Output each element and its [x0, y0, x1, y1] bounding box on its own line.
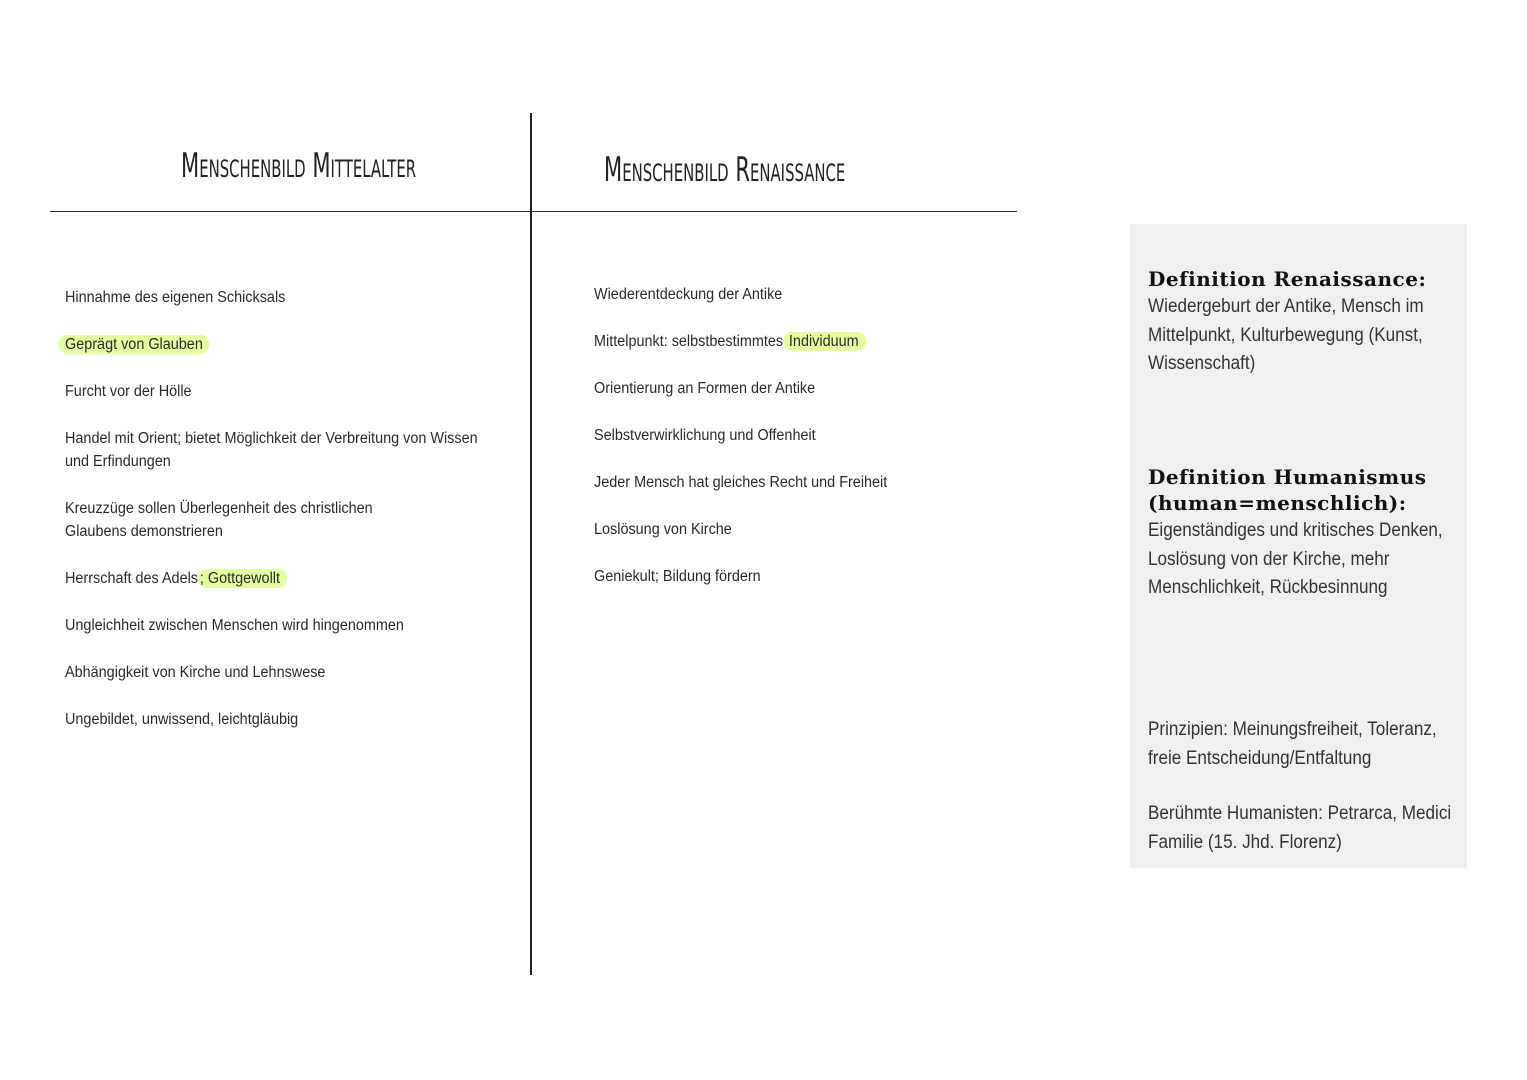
- definition-renaissance-text: Wiedergeburt der Antike, Mensch im Mittelpunkt, Kulturbewegung (Kunst, Wissenschaft): [1148, 296, 1424, 374]
- list-item: [65, 333, 515, 356]
- list-item: Ungebildet, unwissend, leichtgläubig: [65, 711, 299, 728]
- list-item: Handel mit Orient; bietet Möglichkeit der Verbreitung von Wissen und Erfindungen: [65, 430, 478, 470]
- list-item: Hinnahme des eigenen Schicksals: [65, 289, 286, 306]
- list-item: Furcht vor der Hölle: [65, 383, 192, 400]
- heading-definition-renaissance: Definition Renaissance:: [1148, 267, 1427, 291]
- definition-humanismus-text: Eigenständiges und kritisches Denken, Loslösung von der Kirche, mehr Menschlichkeit, Rückbesinnung: [1148, 520, 1443, 598]
- prinzipien-text: Prinzipien: Meinungsfreiheit, Toleranz, freie Entscheidung/Entfaltung: [1148, 719, 1437, 769]
- list-item: Kreuzzüge sollen Überlegenheit des christlichen Glaubens demonstrieren: [65, 500, 373, 540]
- highlighted-text: ; Gottgewollt: [198, 569, 287, 588]
- horizontal-divider: [50, 211, 1017, 212]
- list-item: Ungleichheit zwischen Menschen wird hingenommen: [65, 617, 404, 634]
- heading-definition-humanismus-sub: (human=menschlich):: [1148, 491, 1407, 515]
- list-mittelalter: [65, 286, 515, 755]
- title-mittelalter: Menschenbild Mittelalter: [181, 146, 417, 186]
- list-item: Loslösung von Kirche: [594, 521, 732, 538]
- list-item: Jeder Mensch hat gleiches Recht und Freiheit: [594, 474, 888, 491]
- heading-definition-humanismus: Definition Humanismus: [1148, 465, 1427, 489]
- list-item: Orientierung an Formen der Antike: [594, 380, 816, 397]
- list-item: Herrschaft des Adels ; Gottgewollt: [65, 567, 515, 590]
- title-renaissance: Menschenbild Renaissance: [604, 150, 846, 190]
- highlighted-text: Geprägt von Glauben: [58, 335, 209, 354]
- list-item: Selbstverwirklichung und Offenheit: [594, 427, 816, 444]
- humanisten-text: Berühmte Humanisten: Petrarca, Medici Familie (15. Jhd. Florenz): [1148, 803, 1452, 853]
- list-item: Geniekult; Bildung fördern: [594, 568, 761, 585]
- list-item: Wiederentdeckung der Antike: [594, 286, 783, 303]
- highlighted-text: Individuum: [783, 332, 866, 351]
- list-item: Abhängigkeit von Kirche und Lehnswese: [65, 664, 326, 681]
- list-renaissance: [594, 283, 1014, 612]
- vertical-divider: [530, 113, 532, 975]
- list-item: Mittelpunkt: selbstbestimmtes Individuum: [594, 330, 1014, 353]
